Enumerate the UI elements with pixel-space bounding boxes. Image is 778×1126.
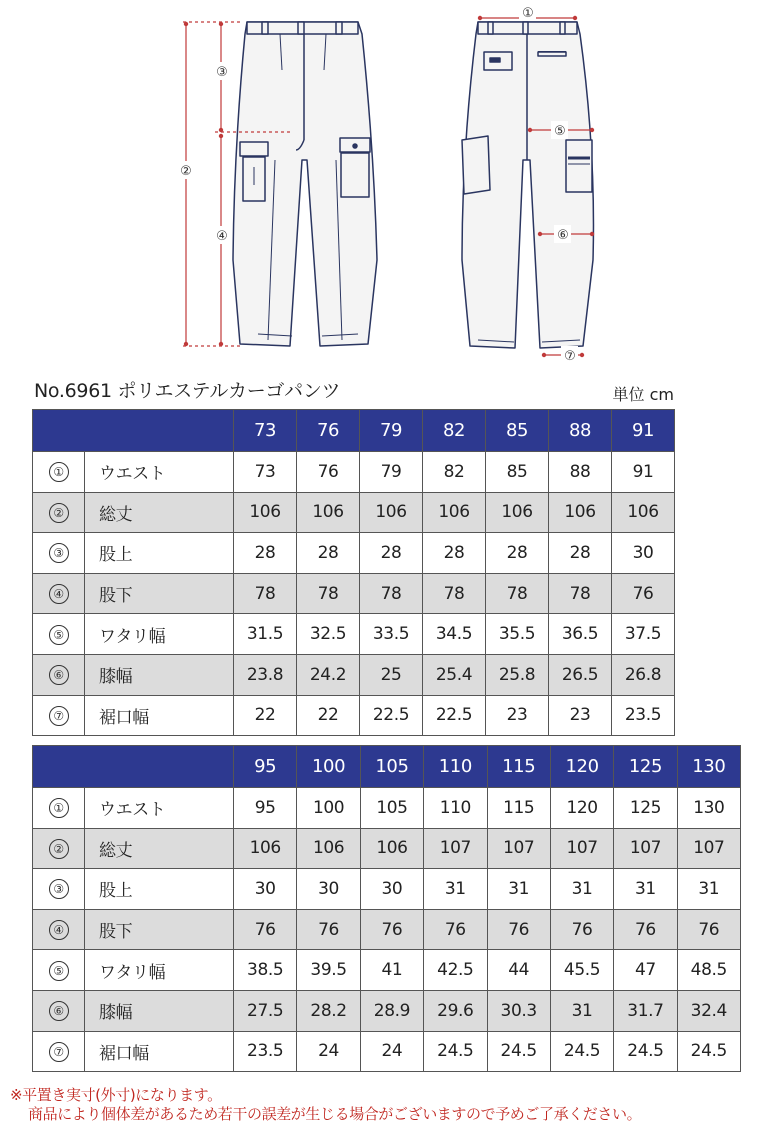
header-blank-cell: [33, 410, 234, 452]
value-cell: 78: [486, 573, 549, 614]
row-number: ①: [49, 462, 69, 482]
row-label: ワタリ幅: [85, 614, 234, 655]
measurement-row: [33, 869, 741, 910]
value-cell: 76: [424, 909, 487, 950]
value-cell: 31: [614, 869, 677, 910]
size-header-cell: 79: [360, 410, 423, 452]
row-label: ウエスト: [85, 452, 234, 493]
value-cell: 125: [614, 788, 677, 829]
size-header-cell: 110: [424, 746, 487, 788]
row-number-cell: [33, 654, 85, 695]
size-header-cell: 125: [614, 746, 677, 788]
row-number-cell: [33, 695, 85, 736]
row-number: ②: [49, 839, 69, 859]
value-cell: 24.5: [550, 1031, 613, 1072]
size-header-cell: 85: [486, 410, 549, 452]
value-cell: 28: [297, 533, 360, 574]
row-label: 股上: [85, 533, 234, 574]
value-cell: 37.5: [612, 614, 675, 655]
value-cell: 26.5: [549, 654, 612, 695]
value-cell: 76: [297, 452, 360, 493]
value-cell: 22.5: [360, 695, 423, 736]
value-cell: 31: [550, 990, 613, 1031]
value-cell: 39.5: [297, 950, 360, 991]
row-number: ⑤: [49, 625, 69, 645]
value-cell: 76: [487, 909, 550, 950]
value-cell: 31.7: [614, 990, 677, 1031]
value-cell: 48.5: [677, 950, 740, 991]
value-cell: 42.5: [424, 950, 487, 991]
value-cell: 28: [549, 533, 612, 574]
row-number-cell: [33, 573, 85, 614]
value-cell: 24: [297, 1031, 360, 1072]
value-cell: 31: [424, 869, 487, 910]
value-cell: 31: [677, 869, 740, 910]
measurement-row: [33, 788, 741, 829]
value-cell: 28: [234, 533, 297, 574]
value-cell: 107: [677, 828, 740, 869]
value-cell: 106: [549, 492, 612, 533]
value-cell: 30: [234, 869, 297, 910]
value-cell: 44: [487, 950, 550, 991]
row-number-cell: [33, 869, 85, 910]
value-cell: 100: [297, 788, 360, 829]
row-number: ③: [49, 879, 69, 899]
value-cell: 106: [234, 828, 297, 869]
value-cell: 25.8: [486, 654, 549, 695]
value-cell: 34.5: [423, 614, 486, 655]
value-cell: 88: [549, 452, 612, 493]
row-label: 裾口幅: [85, 695, 234, 736]
row-number: ④: [49, 584, 69, 604]
measurement-row: [33, 654, 675, 695]
value-cell: 25: [360, 654, 423, 695]
marker-waist: ①: [522, 6, 534, 21]
measurement-row: [33, 614, 675, 655]
notes: [10, 1086, 641, 1124]
row-number: ⑦: [49, 706, 69, 726]
size-header-row: [33, 410, 675, 452]
value-cell: 24.5: [424, 1031, 487, 1072]
value-cell: 30: [612, 533, 675, 574]
row-number-cell: [33, 909, 85, 950]
pants-measurement-diagram: [0, 0, 778, 372]
value-cell: 106: [297, 828, 360, 869]
size-header-cell: 115: [487, 746, 550, 788]
size-header-cell: 82: [423, 410, 486, 452]
row-label: 裾口幅: [85, 1031, 234, 1072]
value-cell: 25.4: [423, 654, 486, 695]
value-cell: 26.8: [612, 654, 675, 695]
size-header-cell: 100: [297, 746, 360, 788]
value-cell: 31.5: [234, 614, 297, 655]
row-number-cell: [33, 950, 85, 991]
value-cell: 41: [360, 950, 423, 991]
row-label: 股下: [85, 573, 234, 614]
value-cell: 78: [297, 573, 360, 614]
row-number: ⑤: [49, 961, 69, 981]
value-cell: 110: [424, 788, 487, 829]
value-cell: 24: [360, 1031, 423, 1072]
row-number-cell: [33, 614, 85, 655]
value-cell: 107: [614, 828, 677, 869]
value-cell: 79: [360, 452, 423, 493]
value-cell: 23: [486, 695, 549, 736]
row-label: ワタリ幅: [85, 950, 234, 991]
size-header-row: [33, 746, 741, 788]
value-cell: 31: [487, 869, 550, 910]
row-number-cell: [33, 452, 85, 493]
row-number: ②: [49, 503, 69, 523]
value-cell: 28: [423, 533, 486, 574]
value-cell: 28.2: [297, 990, 360, 1031]
measurement-row: [33, 828, 741, 869]
value-cell: 36.5: [549, 614, 612, 655]
value-cell: 22: [297, 695, 360, 736]
value-cell: 106: [297, 492, 360, 533]
value-cell: 106: [360, 492, 423, 533]
value-cell: 23.8: [234, 654, 297, 695]
size-table-1: [32, 409, 675, 736]
size-header-cell: 76: [297, 410, 360, 452]
value-cell: 23.5: [612, 695, 675, 736]
measurement-row: [33, 909, 741, 950]
value-cell: 76: [234, 909, 297, 950]
value-cell: 28: [360, 533, 423, 574]
header-blank-cell: [33, 746, 234, 788]
value-cell: 76: [612, 573, 675, 614]
row-number: ⑥: [49, 1001, 69, 1021]
value-cell: 78: [549, 573, 612, 614]
size-header-cell: 91: [612, 410, 675, 452]
back-view-pants: [462, 22, 593, 348]
value-cell: 23: [549, 695, 612, 736]
value-cell: 106: [423, 492, 486, 533]
value-cell: 76: [550, 909, 613, 950]
note-line-2: 商品により個体差があるため若干の誤差が生じる場合がございますので予めご了承ください。: [28, 1105, 642, 1123]
value-cell: 76: [614, 909, 677, 950]
size-header-cell: 95: [234, 746, 297, 788]
row-label: ウエスト: [85, 788, 234, 829]
row-number-cell: [33, 990, 85, 1031]
value-cell: 78: [234, 573, 297, 614]
marker-hem: ⑦: [564, 349, 576, 364]
value-cell: 130: [677, 788, 740, 829]
measurement-row: [33, 533, 675, 574]
value-cell: 38.5: [234, 950, 297, 991]
unit-label: 単位 cm: [612, 385, 674, 404]
size-header-cell: 120: [550, 746, 613, 788]
marker-thigh: ⑤: [554, 124, 566, 139]
value-cell: 76: [677, 909, 740, 950]
value-cell: 76: [360, 909, 423, 950]
value-cell: 31: [550, 869, 613, 910]
value-cell: 78: [423, 573, 486, 614]
row-label: 総丈: [85, 828, 234, 869]
value-cell: 106: [234, 492, 297, 533]
value-cell: 27.5: [234, 990, 297, 1031]
value-cell: 33.5: [360, 614, 423, 655]
row-label: 総丈: [85, 492, 234, 533]
value-cell: 106: [612, 492, 675, 533]
value-cell: 120: [550, 788, 613, 829]
value-cell: 23.5: [234, 1031, 297, 1072]
value-cell: 45.5: [550, 950, 613, 991]
note-line-1: ※平置き実寸(外寸)になります。: [10, 1086, 222, 1104]
value-cell: 30: [360, 869, 423, 910]
size-header-cell: 105: [360, 746, 423, 788]
marker-inseam: ④: [216, 229, 228, 244]
value-cell: 115: [487, 788, 550, 829]
row-label: 股下: [85, 909, 234, 950]
value-cell: 29.6: [424, 990, 487, 1031]
value-cell: 35.5: [486, 614, 549, 655]
row-number-cell: [33, 492, 85, 533]
value-cell: 22.5: [423, 695, 486, 736]
value-cell: 106: [486, 492, 549, 533]
marker-knee: ⑥: [557, 228, 569, 243]
value-cell: 91: [612, 452, 675, 493]
value-cell: 107: [487, 828, 550, 869]
value-cell: 24.5: [677, 1031, 740, 1072]
value-cell: 30: [297, 869, 360, 910]
row-number: ⑦: [49, 1042, 69, 1062]
marker-rise: ③: [216, 65, 228, 80]
value-cell: 28: [486, 533, 549, 574]
size-table-2: [32, 745, 741, 1072]
row-label: 膝幅: [85, 990, 234, 1031]
row-number-cell: [33, 788, 85, 829]
value-cell: 85: [486, 452, 549, 493]
value-cell: 22: [234, 695, 297, 736]
value-cell: 24.2: [297, 654, 360, 695]
measurement-row: [33, 990, 741, 1031]
value-cell: 105: [360, 788, 423, 829]
value-cell: 30.3: [487, 990, 550, 1031]
value-cell: 24.5: [487, 1031, 550, 1072]
row-number: ①: [49, 798, 69, 818]
value-cell: 107: [550, 828, 613, 869]
value-cell: 82: [423, 452, 486, 493]
value-cell: 107: [424, 828, 487, 869]
row-number-cell: [33, 1031, 85, 1072]
size-header-cell: 73: [234, 410, 297, 452]
measurement-row: [33, 492, 675, 533]
measurement-row: [33, 950, 741, 991]
front-view-pants: [233, 22, 377, 346]
value-cell: 76: [297, 909, 360, 950]
measurement-row: [33, 573, 675, 614]
measurement-row: [33, 695, 675, 736]
row-label: 膝幅: [85, 654, 234, 695]
value-cell: 73: [234, 452, 297, 493]
value-cell: 106: [360, 828, 423, 869]
marker-total-length: ②: [180, 164, 192, 179]
row-number-cell: [33, 533, 85, 574]
row-number: ③: [49, 543, 69, 563]
value-cell: 32.4: [677, 990, 740, 1031]
product-title: No.6961 ポリエステルカーゴパンツ: [34, 380, 341, 402]
value-cell: 95: [234, 788, 297, 829]
measurement-row: [33, 452, 675, 493]
row-label: 股上: [85, 869, 234, 910]
size-header-cell: 130: [677, 746, 740, 788]
value-cell: 78: [360, 573, 423, 614]
value-cell: 32.5: [297, 614, 360, 655]
value-cell: 28.9: [360, 990, 423, 1031]
measurement-row: [33, 1031, 741, 1072]
row-number-cell: [33, 828, 85, 869]
value-cell: 47: [614, 950, 677, 991]
row-number: ④: [49, 920, 69, 940]
value-cell: 24.5: [614, 1031, 677, 1072]
row-number: ⑥: [49, 665, 69, 685]
size-header-cell: 88: [549, 410, 612, 452]
